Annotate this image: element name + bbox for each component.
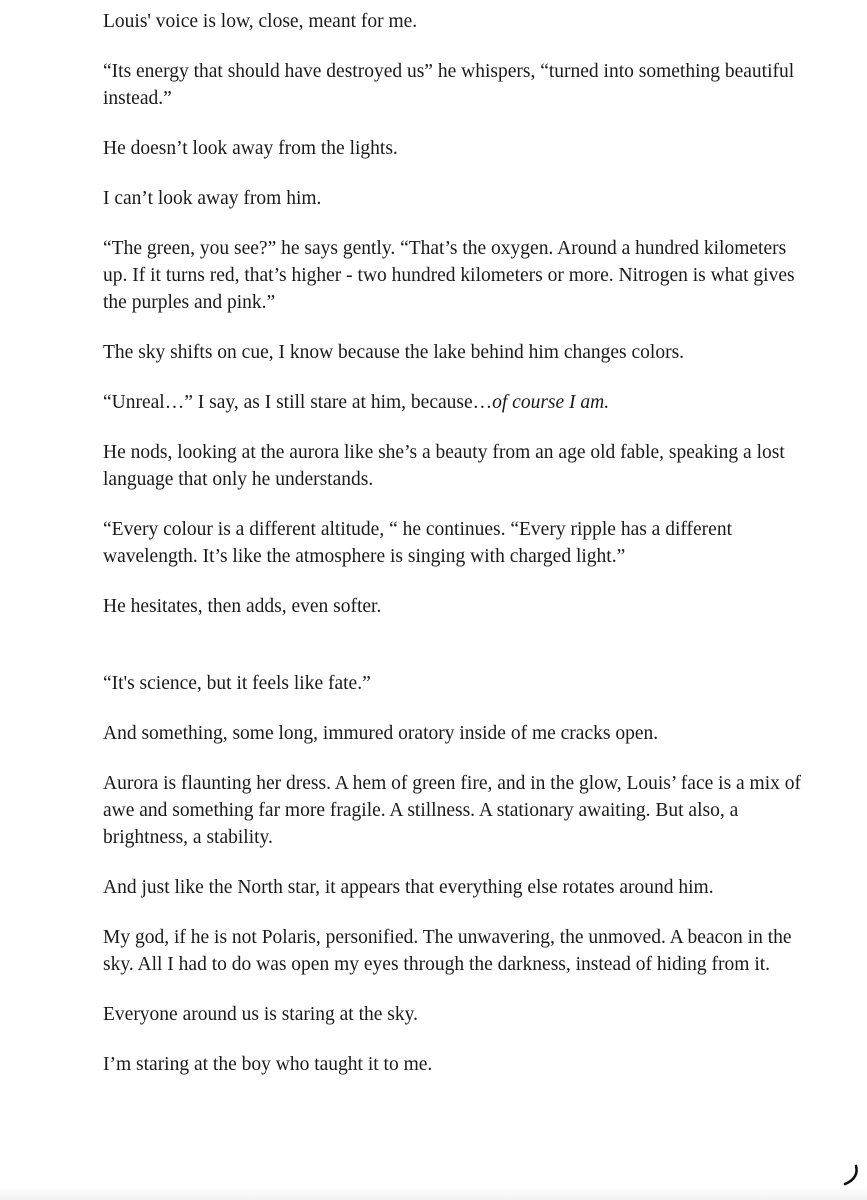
story-text: [103, 8, 803, 1101]
paragraph: The sky shifts on cue, I know because the lake behind him changes colors.: [103, 342, 685, 363]
page-curl-icon[interactable]: [841, 1164, 861, 1186]
paragraph: My god, if he is not Polaris, personified. The unwavering, the unmoved. A beacon in the sky. All I had to do was open my eyes through the darkness, instead of hiding from it.: [103, 927, 792, 975]
italic-text: of course I am.: [492, 392, 610, 413]
paragraph: Louis' voice is low, close, meant for me.: [103, 11, 418, 32]
paragraph: “Every colour is a different altitude, “ he continues. “Every ripple has a different wavelength. It’s like the atmosphere is singing with charged light.”: [103, 519, 732, 567]
paragraph: “The green, you see?” he says gently. “That’s the oxygen. Around a hundred kilometers up. If it turns red, that’s higher - two hundred kilometers or more. Nitrogen is what gives the purples and pink.”: [103, 238, 795, 313]
paragraph: I can’t look away from him.: [103, 188, 322, 209]
paragraph: He nods, looking at the aurora like she’s a beauty from an age old fable, speaking a lost language that only he understands.: [103, 442, 785, 490]
paragraph: Everyone around us is staring at the sky.: [103, 1004, 418, 1025]
paragraph: “Its energy that should have destroyed us” he whispers, “turned into something beautiful instead.”: [103, 61, 795, 109]
paragraph: He doesn’t look away from the lights.: [103, 138, 398, 159]
paragraph-text: “Unreal…” I say, as I still stare at him, because…: [103, 392, 493, 413]
paragraph: I’m staring at the boy who taught it to me.: [103, 1054, 433, 1075]
page-bottom-edge: [0, 1186, 867, 1200]
paragraph: “It's science, but it feels like fate.”: [103, 673, 371, 694]
paragraph: And something, some long, immured oratory inside of me cracks open.: [103, 723, 659, 744]
paragraph: [103, 389, 803, 416]
paragraph: And just like the North star, it appears that everything else rotates around him.: [103, 877, 714, 898]
paragraph: Aurora is flaunting her dress. A hem of green fire, and in the glow, Louis’ face is a mix of awe and something far more fragile. A stillness. A stationary awaiting. But also, a brightness, a stability.: [103, 773, 802, 848]
paragraph: He hesitates, then adds, even softer.: [103, 596, 382, 617]
